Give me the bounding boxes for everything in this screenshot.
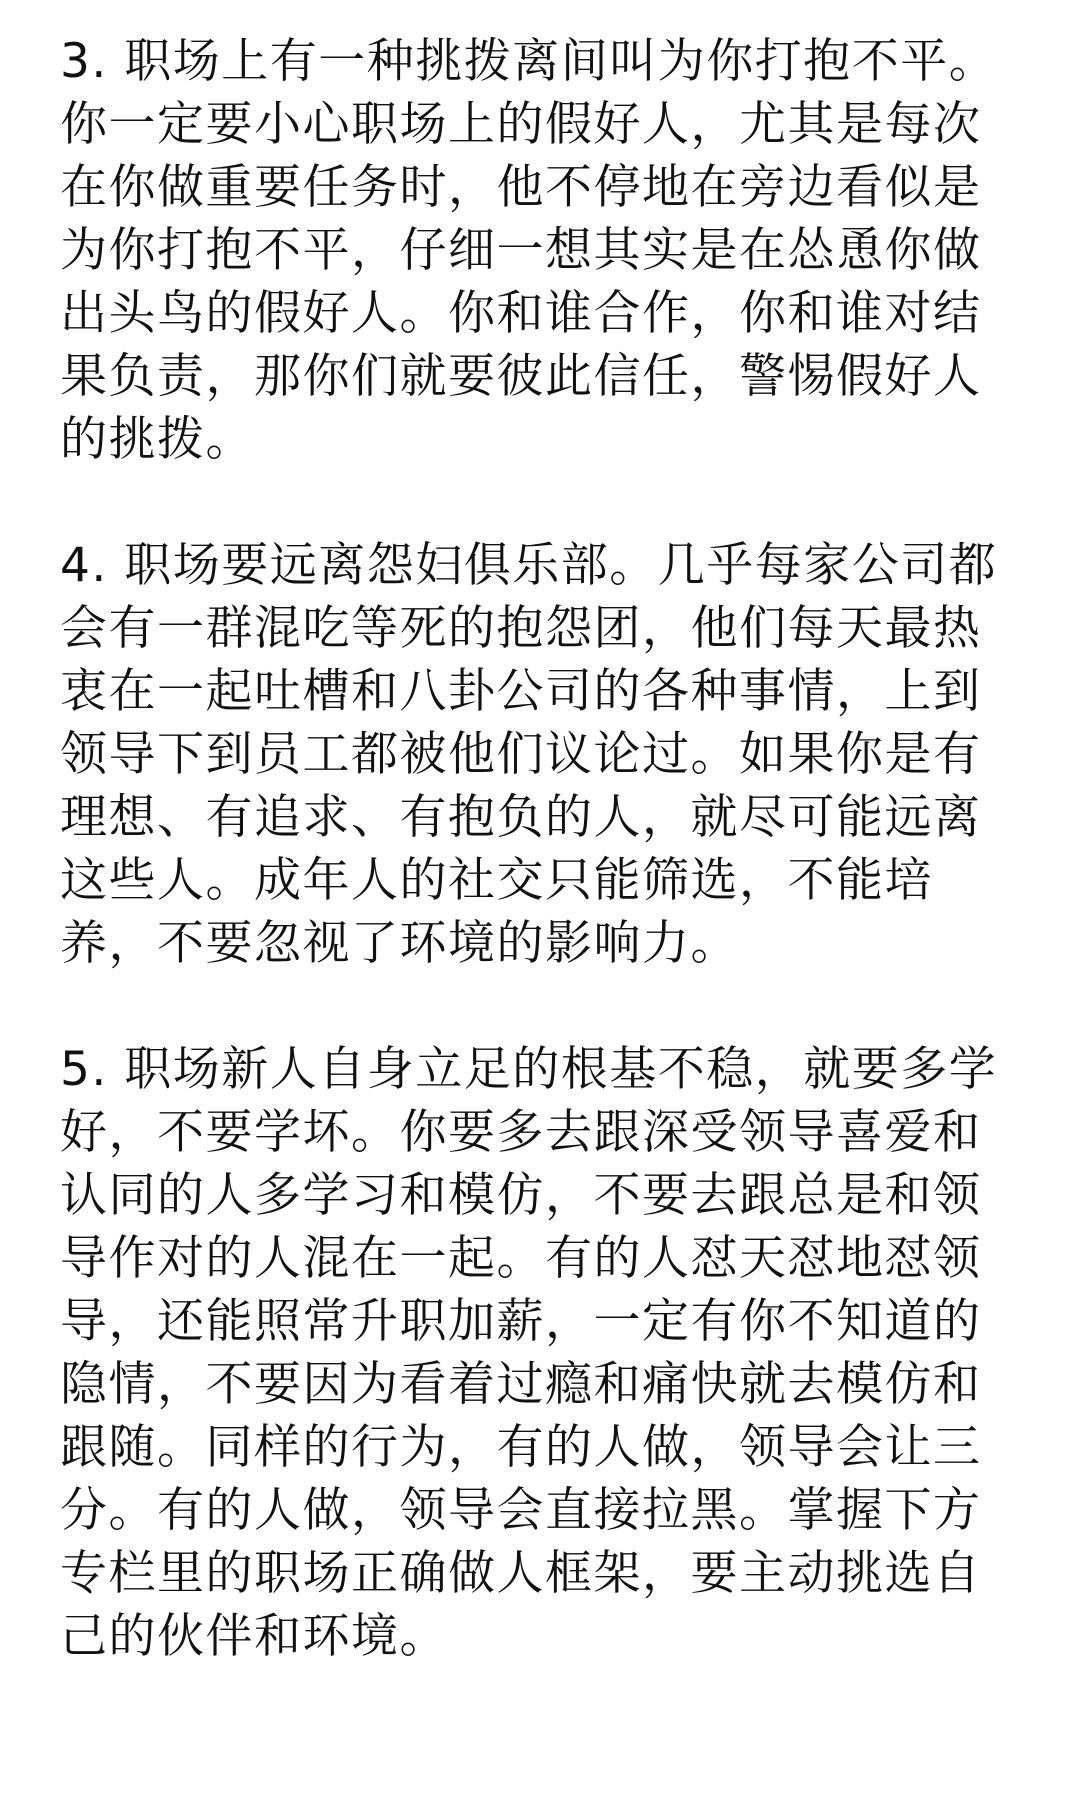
paragraph-5: 5. 职场新人自身立足的根基不稳，就要多学好，不要学坏。你要多去跟深受领导喜爱和认同的人多学习和模仿，不要去跟总是和领导作对的人混在一起。有的人怼天怼地怼领导，还能照常升职加薪，一定有你不知道的隐情，不要因为看着过瘾和痛快就去模仿和跟随。同样的行为，有的人做，领导会让三分。有的人做，领导会直接拉黑。掌握下方专栏里的职场正确做人框架，要主动挑选自己的伙伴和环境。 [60, 1042, 998, 1664]
paragraph-3: 3. 职场上有一种挑拨离间叫为你打抱不平。你一定要小心职场上的假好人，尤其是每次在你做重要任务时，他不停地在旁边看似是为你打抱不平，仔细一想其实是在怂恿你做出头鸟的假好人。你和谁合作，你和谁对结果负责，那你们就要彼此信任，警惕假好人的挑拨。 [60, 34, 998, 467]
article-body [60, 30, 1020, 1668]
paragraph-4: 4. 职场要远离怨妇俱乐部。几乎每家公司都会有一群混吃等死的抱怨团，他们每天最热衷在一起吐槽和八卦公司的各种事情，上到领导下到员工都被他们议论过。如果你是有理想、有追求、有抱负的人，就尽可能远离这些人。成年人的社交只能筛选，不能培养，不要忽视了环境的影响力。 [60, 538, 998, 971]
